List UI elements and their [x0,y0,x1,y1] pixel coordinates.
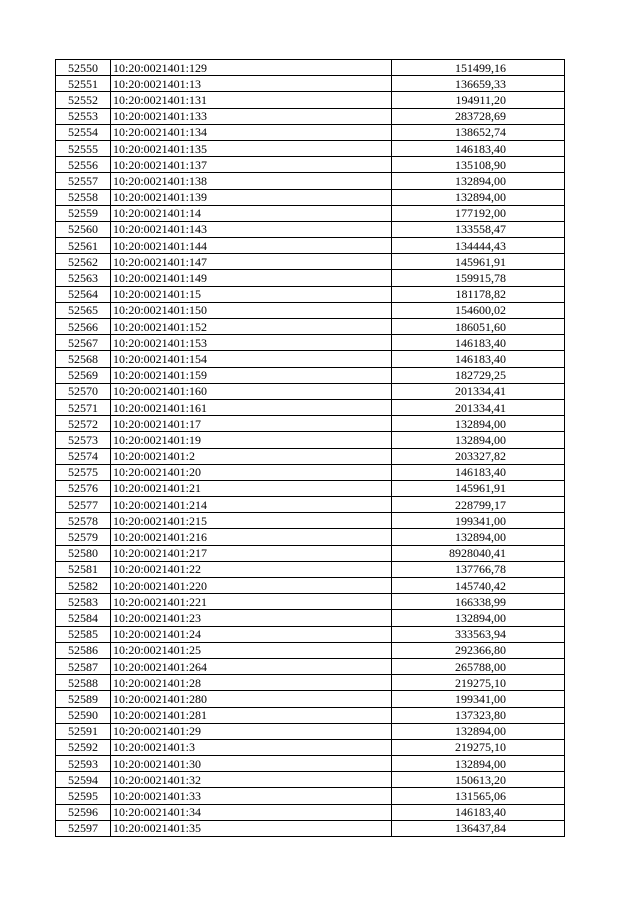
table-row [56,60,565,76]
table-row [56,594,565,610]
cadastral-value-cell: 132894,00 [392,173,565,189]
cadastral-value-cell: 134444,43 [392,238,565,254]
cadastral-number-cell: 10:20:0021401:28 [111,675,392,691]
cadastral-number-cell: 10:20:0021401:153 [111,335,392,351]
row-number-cell: 52576 [56,480,111,496]
table-row [56,221,565,237]
table-row [56,561,565,577]
row-number-cell: 52556 [56,157,111,173]
cadastral-number-cell: 10:20:0021401:133 [111,108,392,124]
cadastral-value-cell: 181178,82 [392,286,565,302]
cadastral-value-cell: 199341,00 [392,513,565,529]
cadastral-number-cell: 10:20:0021401:33 [111,788,392,804]
row-number-cell: 52563 [56,270,111,286]
row-number-cell: 52589 [56,691,111,707]
table-row [56,335,565,351]
row-number-cell: 52585 [56,626,111,642]
table-row [56,610,565,626]
table-row [56,464,565,480]
table-row [56,189,565,205]
table-row [56,157,565,173]
cadastral-number-cell: 10:20:0021401:29 [111,723,392,739]
cadastral-value-cell: 146183,40 [392,140,565,156]
table-row [56,270,565,286]
cadastral-value-cell: 132894,00 [392,189,565,205]
cadastral-number-cell: 10:20:0021401:32 [111,772,392,788]
cadastral-number-cell: 10:20:0021401:20 [111,464,392,480]
cadastral-number-cell: 10:20:0021401:22 [111,561,392,577]
row-number-cell: 52560 [56,221,111,237]
table-row [56,448,565,464]
cadastral-number-cell: 10:20:0021401:160 [111,383,392,399]
cadastral-value-cell: 138652,74 [392,124,565,140]
table-row [56,545,565,561]
cadastral-value-cell: 219275,10 [392,739,565,755]
table-row [56,756,565,772]
cadastral-value-table [55,59,565,837]
table-row [56,399,565,415]
cadastral-value-cell: 292366,80 [392,642,565,658]
cadastral-number-cell: 10:20:0021401:3 [111,739,392,755]
cadastral-number-cell: 10:20:0021401:135 [111,140,392,156]
row-number-cell: 52567 [56,335,111,351]
cadastral-value-cell: 265788,00 [392,658,565,674]
row-number-cell: 52588 [56,675,111,691]
row-number-cell: 52590 [56,707,111,723]
cadastral-number-cell: 10:20:0021401:34 [111,804,392,820]
table-row [56,529,565,545]
cadastral-number-cell: 10:20:0021401:159 [111,367,392,383]
row-number-cell: 52586 [56,642,111,658]
row-number-cell: 52551 [56,76,111,92]
cadastral-number-cell: 10:20:0021401:281 [111,707,392,723]
table-row [56,416,565,432]
row-number-cell: 52578 [56,513,111,529]
table-row [56,76,565,92]
cadastral-value-cell: 132894,00 [392,756,565,772]
row-number-cell: 52552 [56,92,111,108]
table-row [56,772,565,788]
cadastral-number-cell: 10:20:0021401:131 [111,92,392,108]
table-row [56,513,565,529]
cadastral-number-cell: 10:20:0021401:215 [111,513,392,529]
cadastral-number-cell: 10:20:0021401:154 [111,351,392,367]
cadastral-value-cell: 177192,00 [392,205,565,221]
row-number-cell: 52596 [56,804,111,820]
table-row [56,578,565,594]
cadastral-value-cell: 146183,40 [392,351,565,367]
cadastral-number-cell: 10:20:0021401:143 [111,221,392,237]
cadastral-value-cell: 201334,41 [392,399,565,415]
row-number-cell: 52594 [56,772,111,788]
row-number-cell: 52571 [56,399,111,415]
row-number-cell: 52572 [56,416,111,432]
table-row [56,92,565,108]
cadastral-value-cell: 131565,06 [392,788,565,804]
table-row [56,497,565,513]
cadastral-number-cell: 10:20:0021401:152 [111,319,392,335]
cadastral-number-cell: 10:20:0021401:30 [111,756,392,772]
table-row [56,642,565,658]
cadastral-value-cell: 219275,10 [392,675,565,691]
row-number-cell: 52570 [56,383,111,399]
table-row [56,124,565,140]
table-row [56,675,565,691]
row-number-cell: 52582 [56,578,111,594]
cadastral-value-cell: 151499,16 [392,60,565,76]
row-number-cell: 52557 [56,173,111,189]
cadastral-value-cell: 136659,33 [392,76,565,92]
cadastral-number-cell: 10:20:0021401:214 [111,497,392,513]
cadastral-value-cell: 186051,60 [392,319,565,335]
row-number-cell: 52593 [56,756,111,772]
cadastral-value-cell: 132894,00 [392,723,565,739]
table-row [56,140,565,156]
cadastral-value-cell: 137766,78 [392,561,565,577]
row-number-cell: 52561 [56,238,111,254]
cadastral-number-cell: 10:20:0021401:139 [111,189,392,205]
table-row [56,238,565,254]
table-row [56,367,565,383]
table-row [56,351,565,367]
cadastral-number-cell: 10:20:0021401:21 [111,480,392,496]
cadastral-number-cell: 10:20:0021401:15 [111,286,392,302]
cadastral-value-cell: 333563,94 [392,626,565,642]
cadastral-value-cell: 137323,80 [392,707,565,723]
cadastral-number-cell: 10:20:0021401:150 [111,302,392,318]
cadastral-value-cell: 166338,99 [392,594,565,610]
cadastral-value-cell: 8928040,41 [392,545,565,561]
row-number-cell: 52583 [56,594,111,610]
table-row [56,691,565,707]
table-row [56,383,565,399]
cadastral-number-cell: 10:20:0021401:220 [111,578,392,594]
table-row [56,254,565,270]
row-number-cell: 52566 [56,319,111,335]
cadastral-value-cell: 145961,91 [392,254,565,270]
cadastral-value-cell: 159915,78 [392,270,565,286]
cadastral-number-cell: 10:20:0021401:13 [111,76,392,92]
cadastral-value-cell: 203327,82 [392,448,565,464]
row-number-cell: 52562 [56,254,111,270]
table-row [56,302,565,318]
cadastral-number-cell: 10:20:0021401:264 [111,658,392,674]
row-number-cell: 52564 [56,286,111,302]
row-number-cell: 52569 [56,367,111,383]
row-number-cell: 52584 [56,610,111,626]
row-number-cell: 52554 [56,124,111,140]
cadastral-number-cell: 10:20:0021401:17 [111,416,392,432]
row-number-cell: 52591 [56,723,111,739]
cadastral-value-cell: 145740,42 [392,578,565,594]
cadastral-value-cell: 182729,25 [392,367,565,383]
cadastral-value-cell: 145961,91 [392,480,565,496]
table-row [56,788,565,804]
row-number-cell: 52587 [56,658,111,674]
cadastral-number-cell: 10:20:0021401:144 [111,238,392,254]
cadastral-number-cell: 10:20:0021401:217 [111,545,392,561]
row-number-cell: 52565 [56,302,111,318]
cadastral-value-cell: 132894,00 [392,610,565,626]
row-number-cell: 52580 [56,545,111,561]
table-row [56,319,565,335]
row-number-cell: 52568 [56,351,111,367]
row-number-cell: 52597 [56,820,111,836]
cadastral-value-cell: 136437,84 [392,820,565,836]
cadastral-number-cell: 10:20:0021401:14 [111,205,392,221]
cadastral-value-cell: 146183,40 [392,804,565,820]
row-number-cell: 52553 [56,108,111,124]
cadastral-number-cell: 10:20:0021401:216 [111,529,392,545]
row-number-cell: 52558 [56,189,111,205]
table-row [56,707,565,723]
table-body [56,60,565,837]
cadastral-value-cell: 133558,47 [392,221,565,237]
cadastral-number-cell: 10:20:0021401:137 [111,157,392,173]
table-row [56,286,565,302]
cadastral-value-cell: 132894,00 [392,416,565,432]
cadastral-number-cell: 10:20:0021401:138 [111,173,392,189]
cadastral-number-cell: 10:20:0021401:147 [111,254,392,270]
cadastral-value-cell: 194911,20 [392,92,565,108]
cadastral-value-cell: 146183,40 [392,335,565,351]
table-row [56,432,565,448]
table-row [56,723,565,739]
cadastral-number-cell: 10:20:0021401:134 [111,124,392,140]
cadastral-number-cell: 10:20:0021401:129 [111,60,392,76]
cadastral-value-cell: 154600,02 [392,302,565,318]
row-number-cell: 52577 [56,497,111,513]
cadastral-number-cell: 10:20:0021401:19 [111,432,392,448]
row-number-cell: 52581 [56,561,111,577]
table-row [56,108,565,124]
cadastral-number-cell: 10:20:0021401:2 [111,448,392,464]
table-row [56,626,565,642]
cadastral-value-cell: 228799,17 [392,497,565,513]
row-number-cell: 52579 [56,529,111,545]
row-number-cell: 52574 [56,448,111,464]
cadastral-value-cell: 150613,20 [392,772,565,788]
table-row [56,480,565,496]
row-number-cell: 52575 [56,464,111,480]
cadastral-number-cell: 10:20:0021401:221 [111,594,392,610]
cadastral-value-cell: 201334,41 [392,383,565,399]
row-number-cell: 52595 [56,788,111,804]
table-row [56,804,565,820]
row-number-cell: 52573 [56,432,111,448]
cadastral-number-cell: 10:20:0021401:161 [111,399,392,415]
table-row [56,739,565,755]
table-row [56,820,565,836]
row-number-cell: 52555 [56,140,111,156]
cadastral-value-cell: 135108,90 [392,157,565,173]
row-number-cell: 52592 [56,739,111,755]
cadastral-value-cell: 146183,40 [392,464,565,480]
cadastral-number-cell: 10:20:0021401:149 [111,270,392,286]
cadastral-value-cell: 132894,00 [392,529,565,545]
cadastral-number-cell: 10:20:0021401:280 [111,691,392,707]
cadastral-number-cell: 10:20:0021401:35 [111,820,392,836]
cadastral-value-cell: 283728,69 [392,108,565,124]
cadastral-number-cell: 10:20:0021401:25 [111,642,392,658]
cadastral-number-cell: 10:20:0021401:24 [111,626,392,642]
table-row [56,658,565,674]
row-number-cell: 52559 [56,205,111,221]
cadastral-number-cell: 10:20:0021401:23 [111,610,392,626]
row-number-cell: 52550 [56,60,111,76]
cadastral-value-cell: 132894,00 [392,432,565,448]
table-row [56,205,565,221]
table-row [56,173,565,189]
cadastral-value-cell: 199341,00 [392,691,565,707]
